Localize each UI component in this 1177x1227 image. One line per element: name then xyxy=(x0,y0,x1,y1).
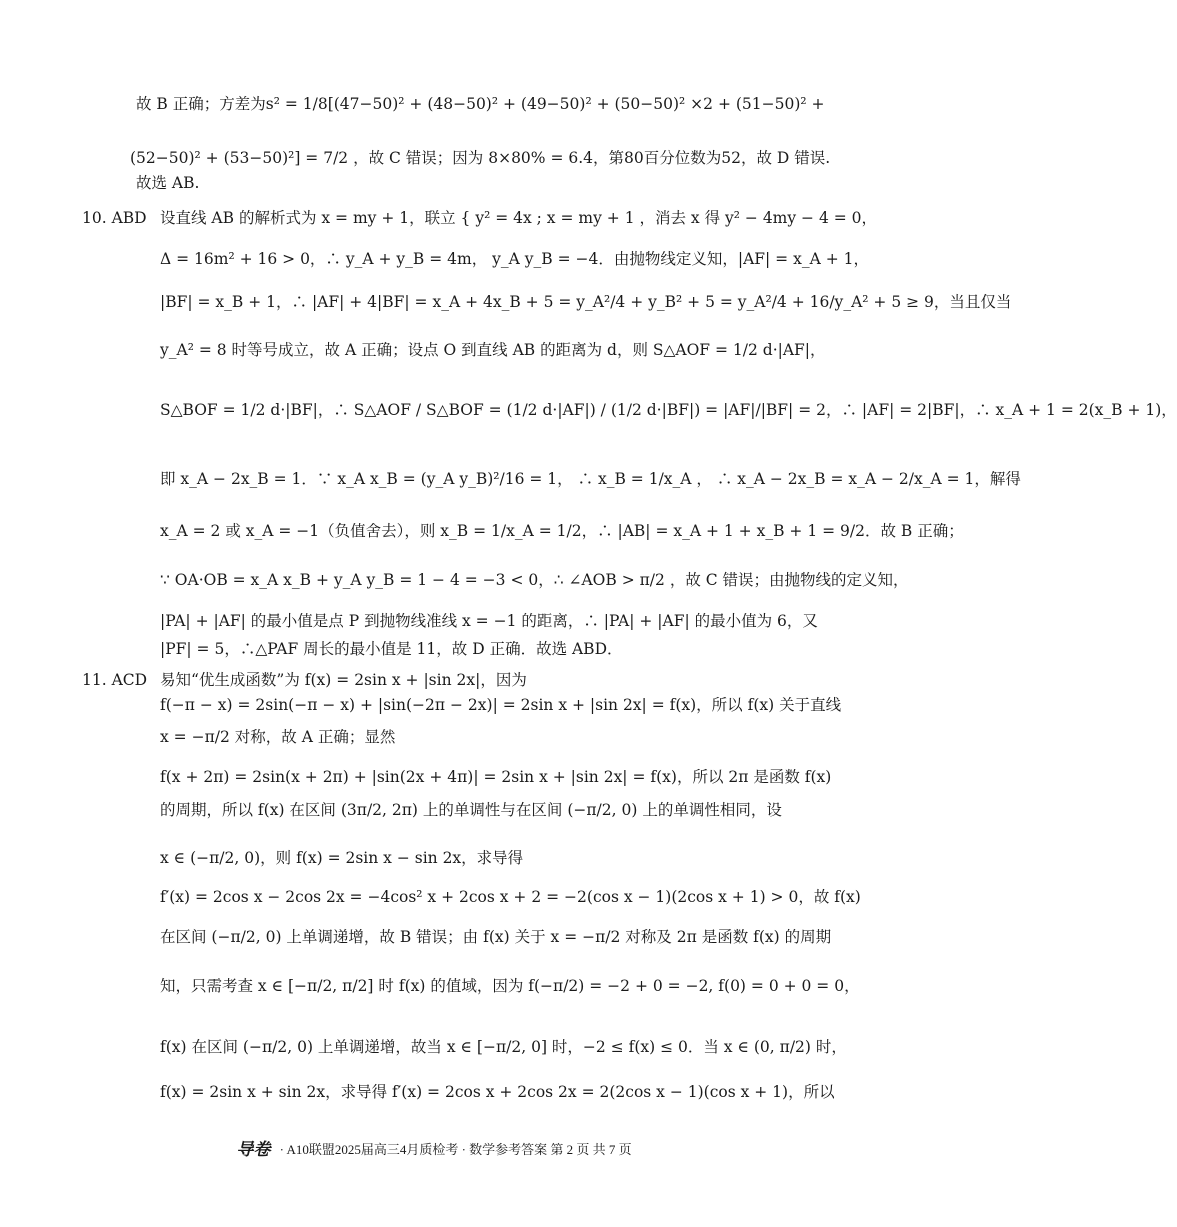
text-line: |PA| + |AF| 的最小值是点 P 到抛物线准线 x = −1 的距离，∴ |PA| + |AF| 的最小值为 6，又 xyxy=(160,612,818,630)
footer-text: · A10联盟2025届高三4月质检考 · 数学参考答案 第 2 页 共 7 页 xyxy=(279,1142,632,1157)
text-line: 设直线 AB 的解析式为 x = my + 1，联立 { y² = 4x ; x = my + 1 ，消去 x 得 y² − 4my − 4 = 0， xyxy=(160,209,878,227)
text-line: S△BOF = 1/2 d·|BF|，∴ S△AOF / S△BOF = (1/2 d·|AF|) / (1/2 d·|BF|) = |AF|/|BF| = 2，∴ |AF| = 2|BF|，∴ x_A + 1 = 2(x_B + 1)， xyxy=(160,401,1177,419)
text-line: 即 x_A − 2x_B = 1．∵ x_A x_B = (y_A y_B)²/16 = 1， ∴ x_B = 1/x_A ， ∴ x_A − 2x_B = x_A − 2/x_A = 1，解得 xyxy=(160,470,1021,488)
text-line: x_A = 2 或 x_A = −1（负值舍去），则 x_B = 1/x_A = 1/2，∴ |AB| = x_A + 1 + x_B + 1 = 9/2．故 B 正确； xyxy=(160,522,964,540)
question-number: 10. ABD xyxy=(82,209,147,227)
text-line: (52−50)² + (53−50)²] = 7/2 ，故 C 错误；因为 8×80% = 6.4，第80百分位数为52，故 D 错误. xyxy=(130,149,831,167)
text-line: y_A² = 8 时等号成立，故 A 正确；设点 O 到直线 AB 的距离为 d，则 S△AOF = 1/2 d·|AF|， xyxy=(160,341,826,359)
text-line: ∵ OA·OB = x_A x_B + y_A y_B = 1 − 4 = −3 < 0，∴ ∠AOB > π/2 ，故 C 错误；由抛物线的定义知， xyxy=(160,571,909,589)
text-line: 在区间 (−π/2, 0) 上单调递增，故 B 错误；由 f(x) 关于 x = −π/2 对称及 2π 是函数 f(x) 的周期 xyxy=(160,928,832,946)
text-line: 易知“优生成函数”为 f(x) = 2sin x + |sin 2x|，因为 xyxy=(160,671,527,689)
text-line: 的周期，所以 f(x) 在区间 (3π/2, 2π) 上的单调性与在区间 (−π/2, 0) 上的单调性相同，设 xyxy=(160,801,782,819)
publisher-logo: 导卷 xyxy=(236,1140,271,1159)
text-line: f(x) = 2sin x + sin 2x，求导得 f′(x) = 2cos x + 2cos 2x = 2(2cos x − 1)(cos x + 1)，所以 xyxy=(160,1083,835,1101)
page-footer xyxy=(0,1141,868,1159)
text-line: f(x + 2π) = 2sin(x + 2π) + |sin(2x + 4π)| = 2sin x + |sin 2x| = f(x)，所以 2π 是函数 f(x) xyxy=(160,768,832,786)
text-line: Δ = 16m² + 16 > 0，∴ y_A + y_B = 4m， y_A y_B = −4．由抛物线定义知，|AF| = x_A + 1， xyxy=(160,250,869,268)
text-line: x = −π/2 对称，故 A 正确；显然 xyxy=(160,728,396,746)
text-line: 故选 AB. xyxy=(136,174,200,192)
text-line: f′(x) = 2cos x − 2cos 2x = −4cos² x + 2cos x + 2 = −2(cos x − 1)(2cos x + 1) > 0，故 f(x) xyxy=(160,888,861,906)
text-line: f(−π − x) = 2sin(−π − x) + |sin(−2π − 2x)| = 2sin x + |sin 2x| = f(x)，所以 f(x) 关于直线 xyxy=(160,696,842,714)
text-line: |PF| = 5，∴△PAF 周长的最小值是 11，故 D 正确．故选 ABD． xyxy=(160,640,623,658)
text-line: 知，只需考查 x ∈ [−π/2, π/2] 时 f(x) 的值域，因为 f(−π/2) = −2 + 0 = −2, f(0) = 0 + 0 = 0， xyxy=(160,977,860,995)
text-line: x ∈ (−π/2, 0)，则 f(x) = 2sin x − sin 2x，求导得 xyxy=(160,849,524,867)
text-line: f(x) 在区间 (−π/2, 0) 上单调递增，故当 x ∈ [−π/2, 0] 时，−2 ≤ f(x) ≤ 0．当 x ∈ (0, π/2) 时， xyxy=(160,1038,847,1056)
text-line: 故 B 正确；方差为s² = 1/8[(47−50)² + (48−50)² + (49−50)² + (50−50)² ×2 + (51−50)² + xyxy=(136,95,825,113)
text-line: |BF| = x_B + 1，∴ |AF| + 4|BF| = x_A + 4x_B + 5 = y_A²/4 + y_B² + 5 = y_A²/4 + 16/y_A² + 5 ≥ 9，当且仅当 xyxy=(160,293,1012,311)
question-number: 11. ACD xyxy=(82,671,148,689)
